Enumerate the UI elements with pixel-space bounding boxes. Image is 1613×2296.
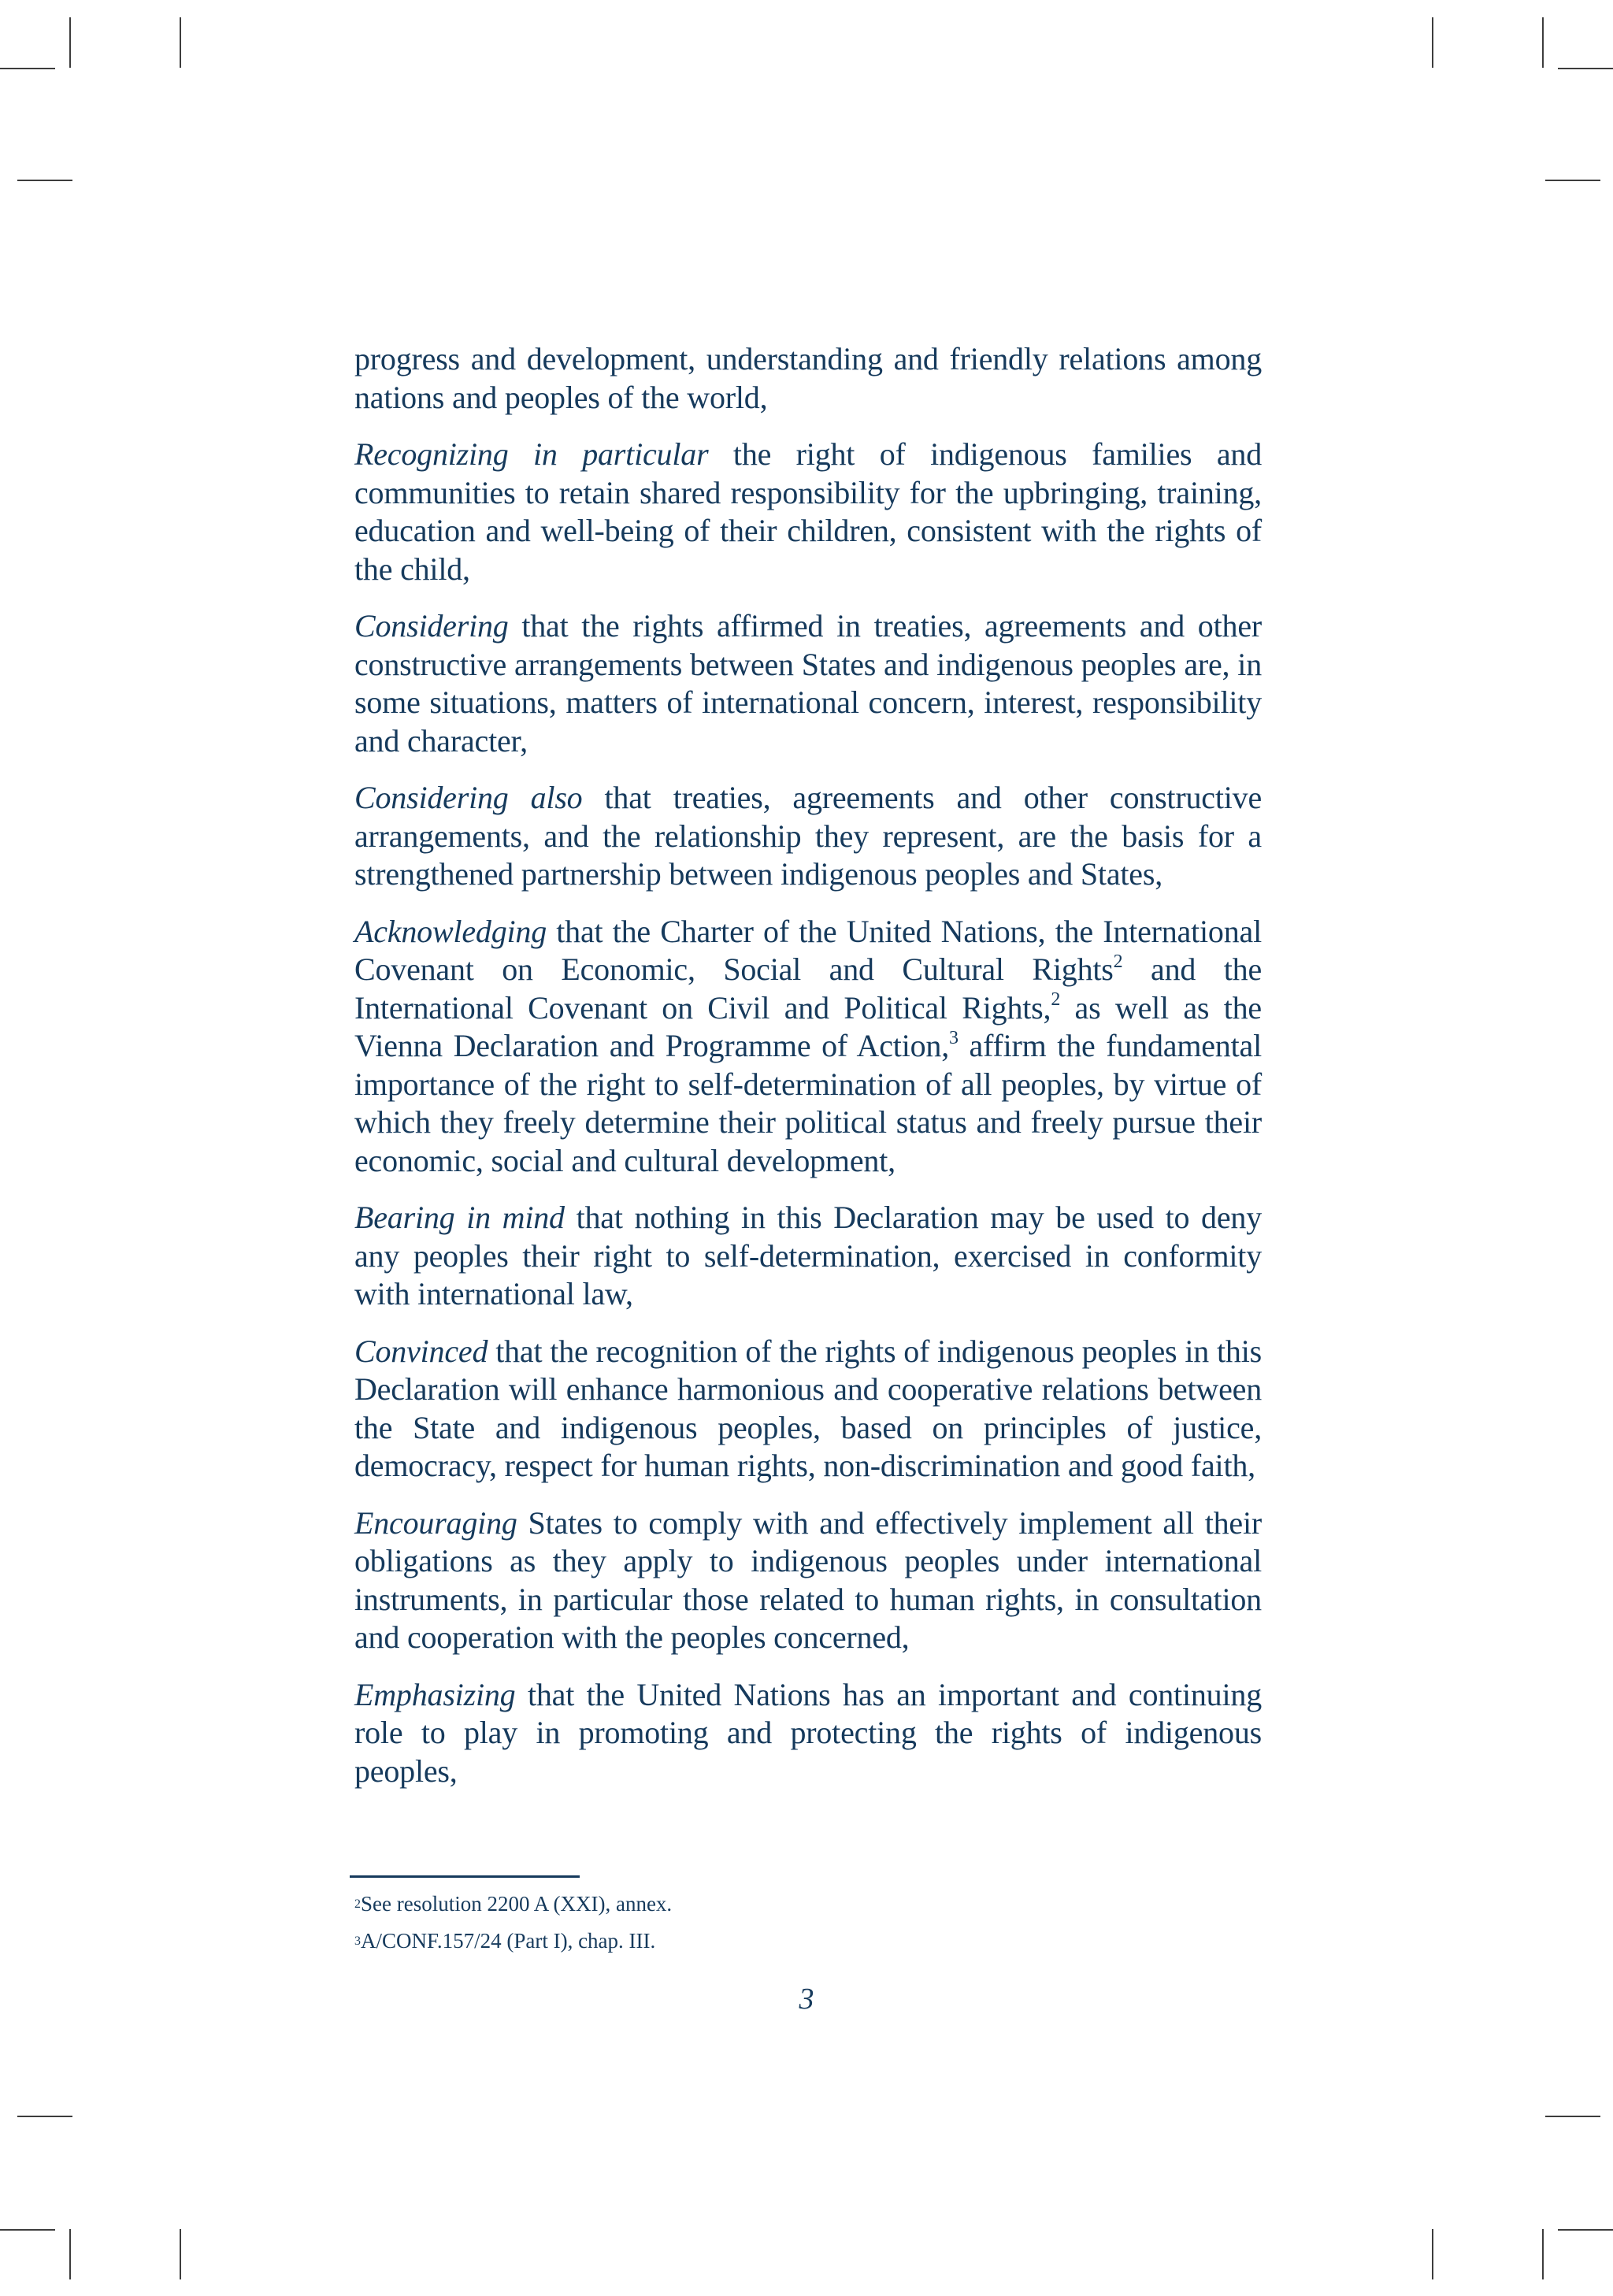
crop-mark <box>69 17 71 68</box>
paragraph-text: that the Charter of the United Nations, the International Covenant on Economic, Social and Cultural Rights <box>354 913 1262 987</box>
paragraph-text: that the United Nations has an important and continuing role to play in promoting and protecting the rights of indigenous peoples, <box>354 1676 1262 1789</box>
paragraph <box>354 779 1262 894</box>
paragraph-text: States to comply with and effectively implement all their obligations as they apply to indigenous peoples under international instruments, in particular those related to human rights, in consultation and cooperation with the peoples concerned, <box>354 1504 1262 1655</box>
paragraph <box>354 340 1262 417</box>
paragraph <box>354 913 1262 1181</box>
crop-mark <box>1558 68 1613 69</box>
crop-mark <box>69 2229 71 2279</box>
crop-mark <box>0 68 55 69</box>
paragraph-lead: Encouraging <box>354 1504 517 1541</box>
paragraph-text: the right of indigenous families and communities to retain shared responsibility for the upbringing, training, education and well-being of their children, consistent with the rights of the child, <box>354 436 1262 587</box>
footnote-text: A/CONF.157/24 (Part I), chap. III. <box>361 1929 656 1953</box>
footnote-ref[interactable]: 2 <box>1113 951 1123 972</box>
crop-mark <box>1542 17 1544 68</box>
crop-mark <box>17 180 72 181</box>
paragraph-lead: Convinced <box>354 1333 488 1369</box>
crop-mark <box>1542 2229 1544 2279</box>
paragraph <box>354 1504 1262 1657</box>
paragraph-text: affirm the fundamental importance of the right to self-determination of all peoples, by virtue of which they freely determine their political status and freely pursue their economic, social and cultural development, <box>354 1028 1262 1178</box>
crop-mark <box>1545 180 1600 181</box>
paragraph-text: progress and development, understanding and friendly relations among nations and peoples of the world, <box>354 341 1262 415</box>
footnote <box>354 1923 672 1960</box>
paragraph-text: that treaties, agreements and other constructive arrangements, and the relationship they represent, are the basis for a strengthened partnership between indigenous peoples and States, <box>354 780 1262 892</box>
paragraph-lead: Considering <box>354 608 509 644</box>
crop-mark <box>1432 17 1433 68</box>
crop-mark <box>180 2229 181 2279</box>
paragraph <box>354 1333 1262 1486</box>
paragraph-lead: Acknowledging <box>354 913 547 949</box>
crop-mark <box>180 17 181 68</box>
footnote-ref[interactable]: 2 <box>1051 989 1061 1011</box>
paragraph-text: and the International Covenant on Civil and Political Rights, <box>354 951 1263 1026</box>
paragraph-lead: Recognizing in particular <box>354 436 709 472</box>
page-number: 3 <box>799 1983 814 2016</box>
paragraph-text: that nothing in this Declaration may be used to deny any peoples their right to self-determination, exercised in conformity with international law, <box>354 1200 1262 1311</box>
footnote <box>354 1886 672 1923</box>
paragraph-text: that the rights affirmed in treaties, agreements and other constructive arrangements between States and indigenous peoples are, in some situations, matters of international concern, interest, responsibility and character, <box>354 608 1262 759</box>
paragraph <box>354 436 1262 588</box>
crop-mark <box>0 2229 55 2231</box>
footnote-text: See resolution 2200 A (XXI), annex. <box>361 1892 673 1916</box>
crop-mark <box>1558 2229 1613 2231</box>
paragraph-lead: Emphasizing <box>354 1676 516 1712</box>
paragraph-lead: Bearing in mind <box>354 1200 565 1235</box>
paragraph-text: that the recognition of the rights of indigenous peoples in this Declaration will enhance harmonious and cooperative relations between the State and indigenous peoples, based on principles of justice, democracy, respect for human rights, non-discrimination and good faith, <box>354 1333 1262 1483</box>
crop-mark <box>1545 2116 1600 2117</box>
crop-mark <box>1432 2229 1433 2279</box>
body-text <box>354 340 1262 1790</box>
paragraph <box>354 1199 1262 1314</box>
footnote-mark: 2 <box>354 1897 361 1911</box>
paragraph-lead: Considering also <box>354 780 583 815</box>
paragraph-text: as well as the Vienna Declaration and Programme of Action, <box>354 989 1262 1063</box>
footnotes <box>354 1886 672 1960</box>
paragraph <box>354 1676 1262 1791</box>
paragraph <box>354 607 1262 760</box>
footnote-mark: 3 <box>354 1934 361 1948</box>
footnote-ref[interactable]: 3 <box>949 1027 959 1048</box>
footnote-divider <box>350 1875 580 1878</box>
crop-mark <box>17 2116 72 2117</box>
